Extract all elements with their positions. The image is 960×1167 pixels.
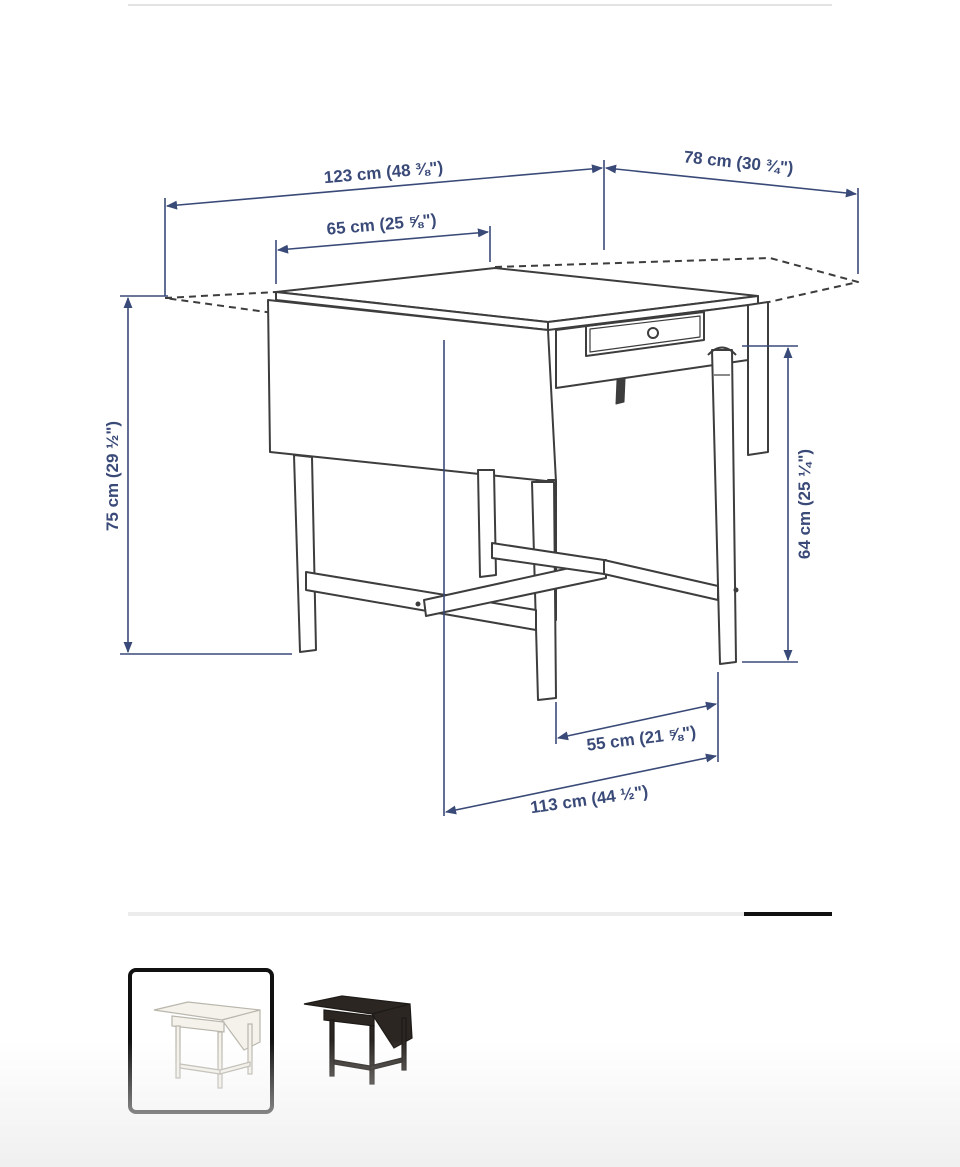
dim-underside-height: 64 cm (25 ¼") — [795, 448, 814, 560]
dim-depth: 78 cm (30 ¾") — [682, 147, 795, 178]
dim-height: 75 cm (29 ½") — [103, 420, 122, 532]
dim-folded-leaf-width: 65 cm (25 ⅝") — [325, 210, 438, 239]
white-table-thumbnail — [132, 972, 278, 1118]
image-carousel-scrollbar[interactable] — [128, 912, 832, 916]
dim-folded-depth: 55 cm (21 ⅝") — [585, 722, 698, 755]
dim-total-width: 123 cm (48 ⅜") — [323, 157, 444, 188]
color-option-black-brown[interactable] — [290, 968, 436, 1114]
black-brown-table-thumbnail — [290, 968, 436, 1114]
dim-half-open-width: 113 cm (44 ½") — [529, 781, 650, 818]
carousel-position-indicator[interactable] — [744, 912, 832, 916]
table-drawing — [165, 258, 858, 700]
color-option-white[interactable] — [128, 968, 274, 1114]
